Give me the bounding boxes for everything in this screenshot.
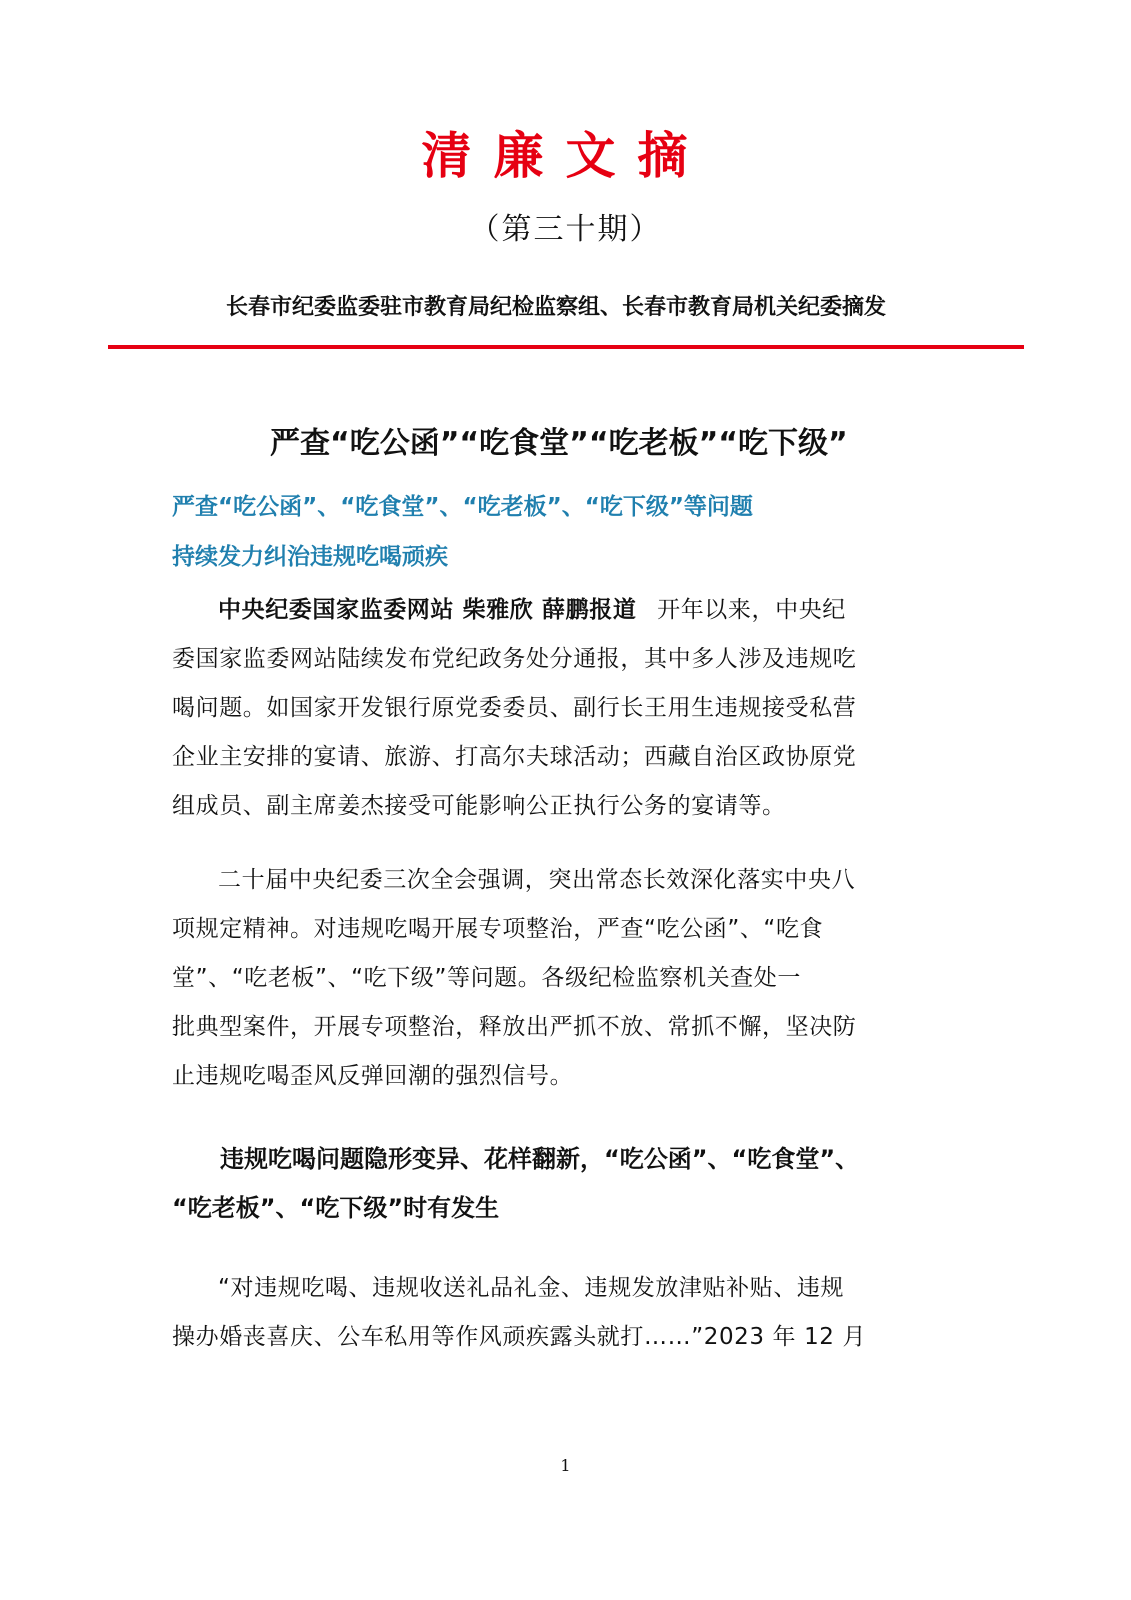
page-number: 1: [560, 1456, 571, 1475]
paragraph-line: 企业主安排的宴请、旅游、打高尔夫球活动；西藏自治区政协原党: [172, 744, 857, 770]
masthead-title: 清廉文摘: [421, 127, 710, 185]
paragraph-line: “对违规吃喝、违规收送礼品礼金、违规发放津贴补贴、违规: [218, 1275, 845, 1301]
paragraph-line: 组成员、副主席姜杰接受可能影响公正执行公务的宴请等。: [172, 793, 786, 819]
paragraph-line: 操办婚丧喜庆、公车私用等作风顽疾露头就打……”2023 年 12 月: [172, 1324, 867, 1350]
section-heading-line: “吃老板”、“吃下级”时有发生: [172, 1194, 500, 1222]
section-heading-line: 违规吃喝问题隐形变异、花样翻新，“吃公函”、“吃食堂”、: [220, 1145, 860, 1173]
paragraph-quote: [172, 1264, 964, 1362]
paragraph-line: 止违规吃喝歪风反弹回潮的强烈信号。: [172, 1063, 574, 1089]
paragraph-line: 委国家监委网站陆续发布党纪政务处分通报，其中多人涉及违规吃: [172, 646, 857, 672]
report-byline: 中央纪委国家监委网站 柴雅欣 薛鹏报道: [218, 597, 637, 623]
paragraph-line: 二十届中央纪委三次全会强调，突出常态长效深化落实中央八: [218, 867, 856, 893]
issue-number: （第三十期）: [469, 212, 662, 247]
paragraph-line: [172, 586, 964, 635]
article-title: 严查“吃公函”“吃食堂”“吃老板”“吃下级”: [270, 426, 848, 461]
header-divider: [108, 345, 1024, 349]
section-heading: [172, 1135, 964, 1233]
paragraph-line: 喝问题。如国家开发银行原党委委员、副行长王用生违规接受私营: [172, 695, 857, 721]
paragraph-line: 项规定精神。对违规吃喝开展专项整治，严查“吃公函”、“吃食: [172, 916, 824, 942]
publisher-line: 长春市纪委监委驻市教育局纪检监察组、长春市教育局机关纪委摘发: [226, 294, 887, 320]
paragraph-line: 批典型案件，开展专项整治，释放出严抓不放、常抓不懈，坚决防: [172, 1014, 857, 1040]
paragraph-text: 开年以来，中央纪: [657, 597, 846, 623]
article-subtitle-line-1: 严查“吃公函”、“吃食堂”、“吃老板”、“吃下级”等问题: [172, 494, 753, 520]
article-subtitle-line-2: 持续发力纠治违规吃喝顽疾: [172, 544, 448, 570]
paragraph-line: 堂”、“吃老板”、“吃下级”等问题。各级纪检监察机关查处一: [172, 965, 801, 991]
paragraph-plenary: [172, 856, 964, 1101]
paragraph-intro: [172, 586, 964, 831]
